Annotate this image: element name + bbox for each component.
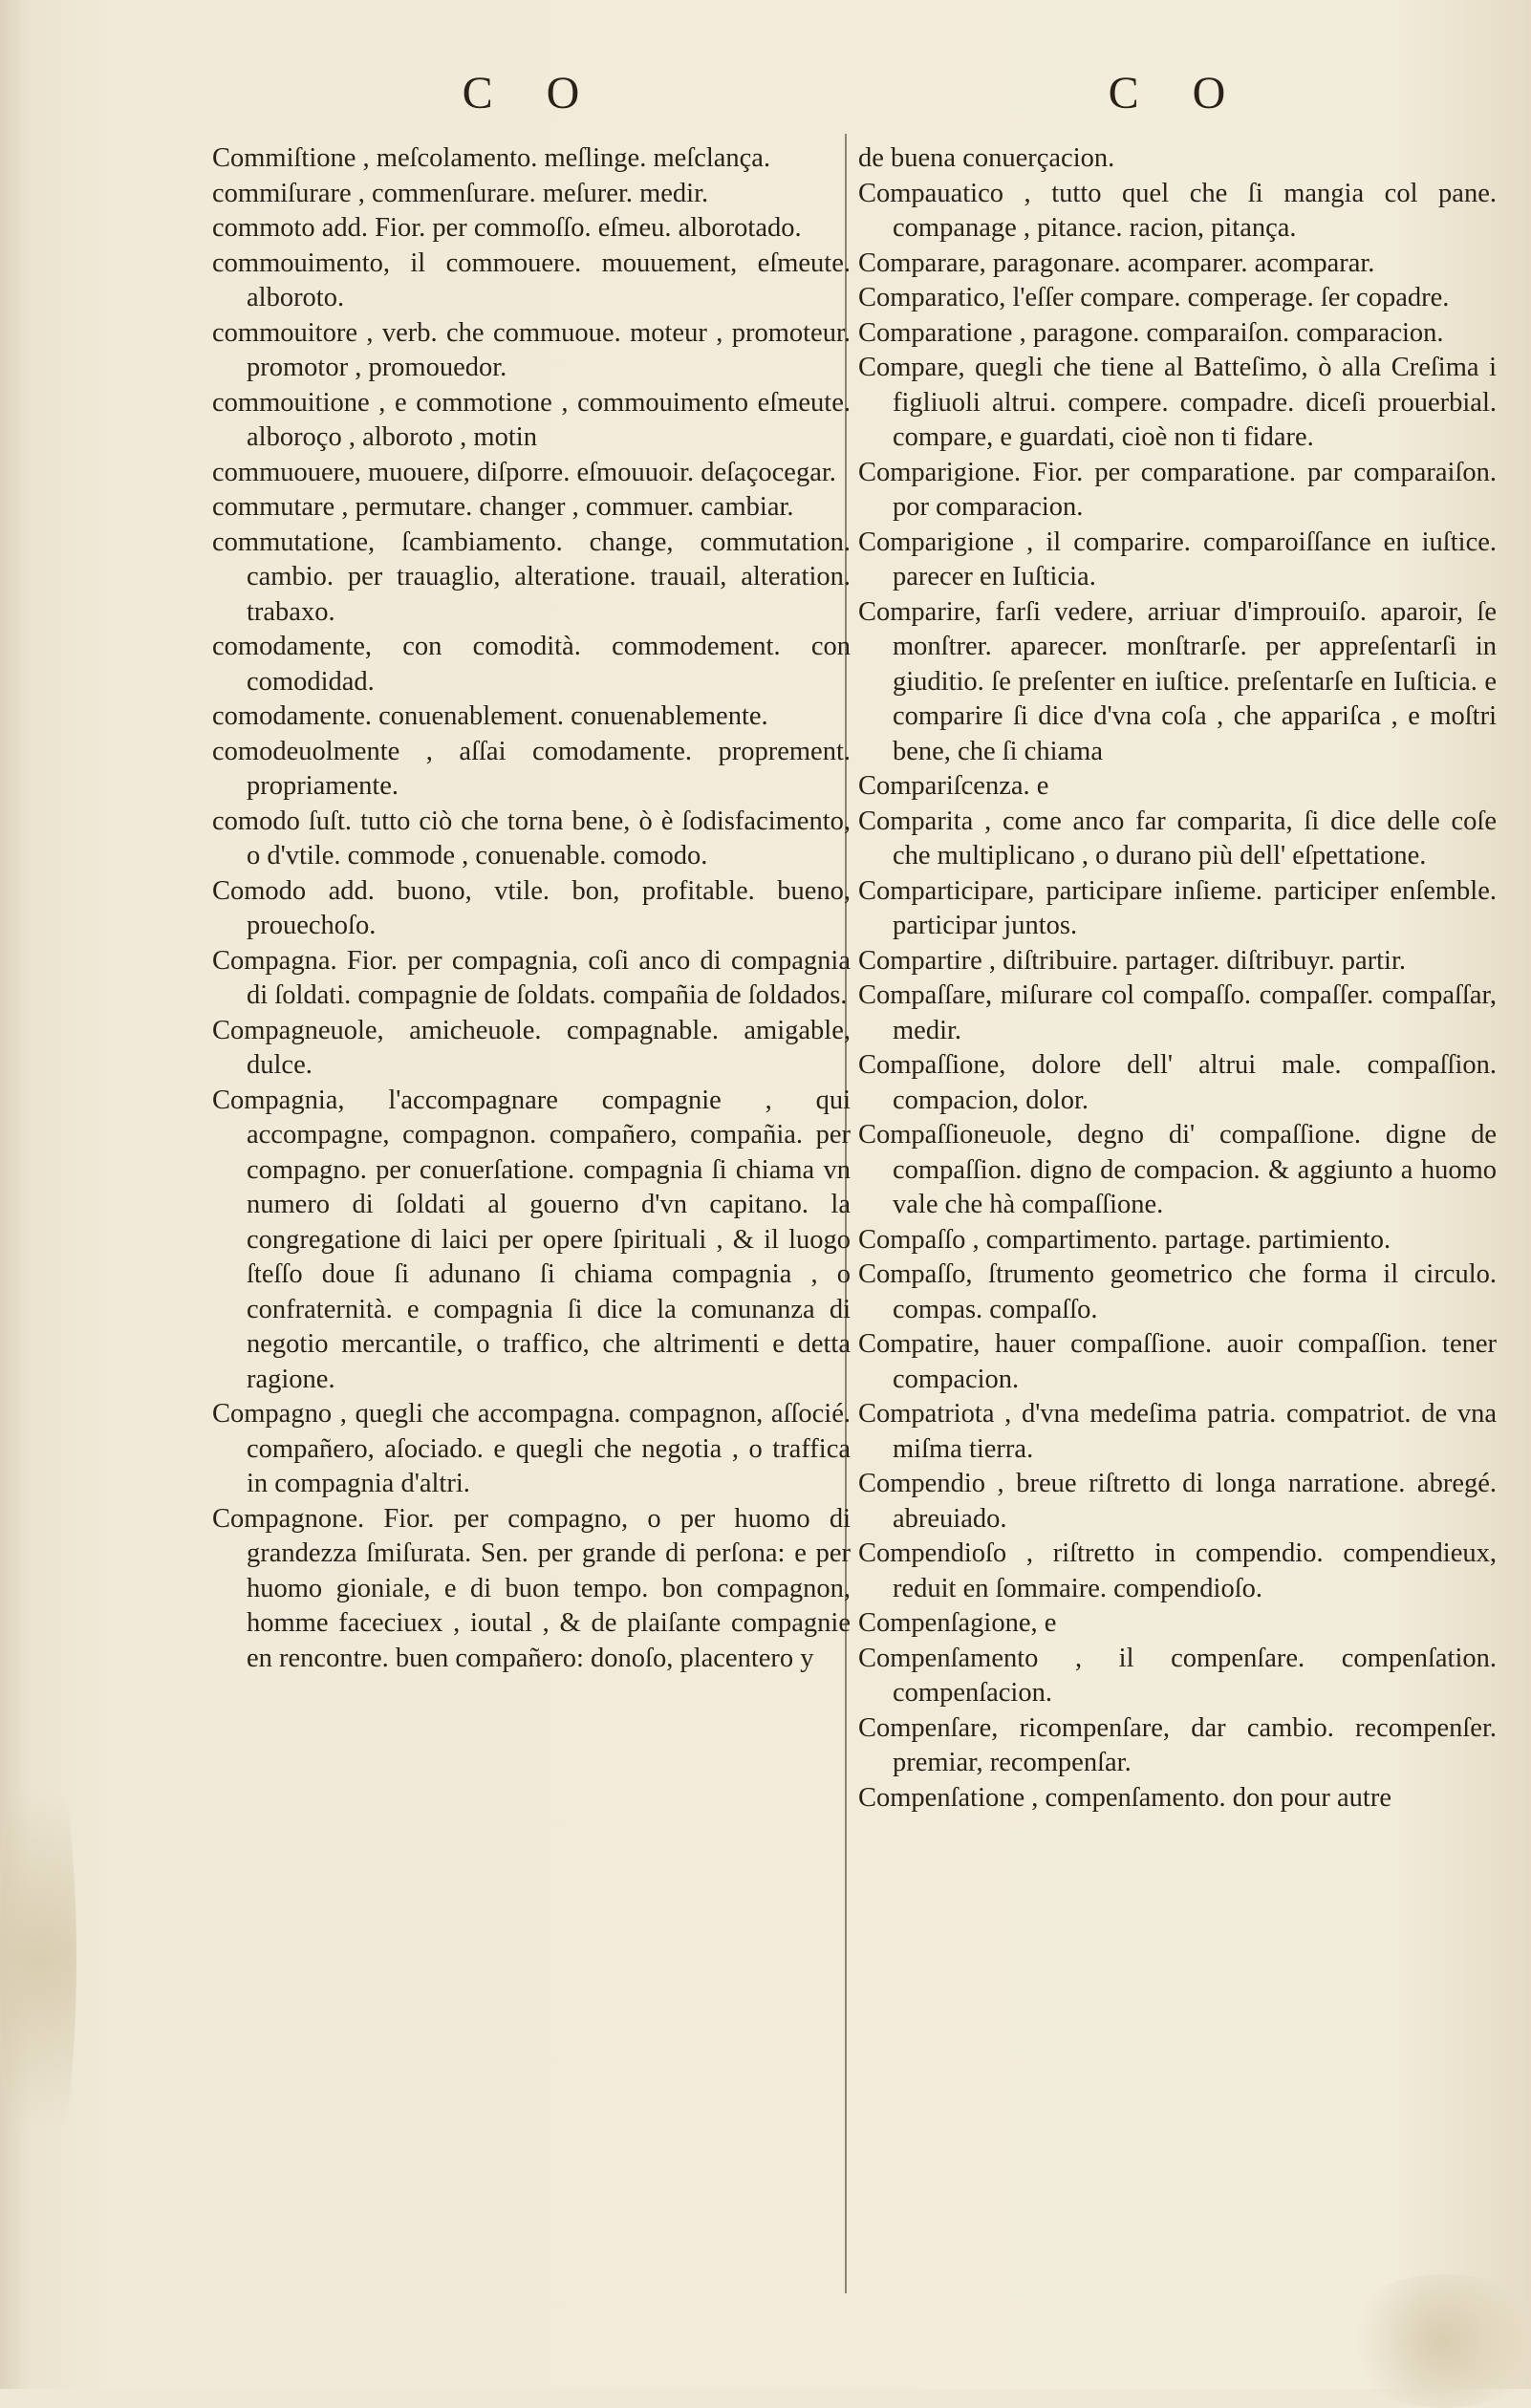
dictionary-entry: Compendio , breue riſtretto di longa narratione. abregé. abreuiado. [858,1469,1497,1534]
dictionary-entry: Comparare, paragonare. acomparer. acomparar. [858,247,1375,278]
dictionary-entry: Compendioſo , riſtretto in compendio. compendieux, reduit en ſommaire. compendioſo. [858,1538,1497,1603]
dictionary-entry: commoto add. Fior. per commoſſo. eſmeu. alborotado. [212,213,802,243]
dictionary-entry: commiſurare , commenſurare. meſurer. medir. [212,178,709,208]
dictionary-entry: Compaſſione, dolore dell' altrui male. compaſſion. compacion, dolor. [858,1050,1497,1115]
dictionary-entry: de buena conuerçacion. [858,143,1115,173]
dictionary-entry: Compauatico , tutto quel che ſi mangia col pane. companage , pitance. racion, pitança. [858,178,1497,243]
dictionary-entry: Comparire, farſi vedere, arriuar d'improuiſo. aparoir, ſe monſtrer. aparecer. monſtrarſe. per appreſentarſi in giuditio. ſe preſenter en iuſtice. preſentarſe en Iuſticia. e comparire ſi dice d'vna coſa , che appariſca , e moſtri bene, che ſi chiama [858,596,1497,766]
dictionary-entry: Comparatione , paragone. comparaiſon. comparacion. [858,317,1444,348]
dictionary-entry: Compatire, hauer compaſſione. auoir compaſſion. tener compacion. [858,1329,1497,1394]
dictionary-entry: Compenſagione, e [858,1608,1057,1638]
dictionary-entry: commuouere, muouere, diſporre. eſmouuoir. deſaçocegar. [212,457,836,487]
dictionary-entry: Compaſſioneuole, degno di' compaſſione. digne de compaſſion. digno de compacion. & aggiunto a huomo vale che hà compaſſione. [858,1120,1497,1219]
dictionary-entry: Compare, quegli che tiene al Batteſimo, ò alla Creſima i figliuoli altrui. compere. compadre. diceſi prouerbial. compare, e guardati, cioè non ti fidare. [858,353,1497,452]
left-column-header: C O [462,68,601,118]
dictionary-entry: Comparticipare, participare inſieme. participer enſemble. participar juntos. [858,875,1497,940]
dictionary-entry: comodamente, con comodità. commodement. con comodidad. [212,632,851,697]
dictionary-entry: commouimento, il commouere. mouuement, eſmeute. alboroto. [212,247,851,312]
dictionary-entry: Compenſatione , compenſamento. don pour autre [858,1782,1391,1813]
dictionary-entry: Compagnone. Fior. per compagno, o per huomo di grandezza ſmiſurata. Sen. per grande di perſona: e per huomo gioniale, e di buon tempo. bon compagnon, homme faceciuex , ioutal , & de plaiſante compagnie en rencontre. buen compañero: donoſo, placentero y [212,1503,851,1673]
left-entries [212,141,851,1676]
dictionary-entry: Compagna. Fior. per compagnia, coſi anco di compagnia di ſoldati. compagnie de ſoldats. compañia de ſoldados. [212,945,851,1010]
dictionary-entry: commouitore , verb. che commuoue. moteur , promoteur. promotor , promouedor. [212,317,851,382]
dictionary-entry: Compatriota , d'vna medeſima patria. compatriot. de vna miſma tierra. [858,1399,1497,1464]
dictionary-entry: Comparatico, l'eſſer compare. comperage. ſer copadre. [858,283,1450,312]
dictionary-entry: Commiſtione , meſcolamento. meſlinge. meſclança. [212,143,771,173]
dictionary-entry: Comodo add. buono, vtile. bon, profitable. bueno, prouechoſo. [212,875,851,940]
dictionary-entry: Compagnia, l'accompagnare compagnie , qui accompagne, compagnon. compañero, compañia. per compagno. per conuerſatione. compagnia ſi chiama vn numero di ſoldati al gouerno d'vn capitano. la congregatione di laici per opere ſpirituali , & il luogo ſteſſo doue ſi adunano ſi chiama compagnia , o confraternità. e compagnia ſi dice la comunanza di negotio mercantile, o traffico, che altrimenti e detta ragione. [212,1085,851,1394]
dictionary-entry: comodamente. conuenablement. conuenablemente. [212,701,768,731]
dictionary-entry: Compenſare, ricompenſare, dar cambio. recompenſer. premiar, recompenſar. [858,1712,1497,1777]
dictionary-entry: Compariſcenza. e [858,771,1049,801]
dictionary-entry: comodeuolmente , aſſai comodamente. proprement. propriamente. [212,736,851,801]
dictionary-entry: commutare , permutare. changer , commuer. cambiar. [212,492,794,522]
dictionary-entry: Compenſamento , il compenſare. compenſation. compenſacion. [858,1643,1497,1708]
right-entries [858,141,1497,1816]
right-column [858,67,1497,1816]
paper-stain [0,1720,76,2198]
dictionary-entry: comodo ſuſt. tutto ciò che torna bene, ò è ſodisfacimento, o d'vtile. commode , conuenable. comodo. [212,806,851,871]
dictionary-entry: Comparigione , il comparire. comparoiſſance en iuſtice. parecer en Iuſticia. [858,527,1497,591]
dictionary-entry: Compaſſare, miſurare col compaſſo. compaſſer. compaſſar, medir. [858,980,1497,1045]
paper-stain [1338,2274,1531,2408]
left-column [212,67,851,1676]
dictionary-entry: Compagneuole, amicheuole. compagnable. amigable, dulce. [212,1015,851,1080]
dictionary-entry: Comparigione. Fior. per comparatione. par comparaiſon. por comparacion. [858,457,1497,522]
dictionary-entry: commutatione, ſcambiamento. change, commutation. cambio. per trauaglio, alteratione. trauail, alteration. trabaxo. [212,527,851,627]
dictionary-entry: Comparita , come anco far comparita, ſi dice delle coſe che multiplicano , o durano più dell' eſpettatione. [858,806,1497,871]
dictionary-entry: Compaſſo , compartimento. partage. partimiento. [858,1224,1391,1255]
dictionary-entry: Compagno , quegli che accompagna. compagnon, aſſocié. compañero, aſociado. e quegli che negotia , o traffica in compagnia d'altri. [212,1399,851,1498]
dictionary-entry: commouitione , e commotione , commouimento eſmeute. alboroço , alboroto , motin [212,387,851,452]
right-column-header: C O [1108,68,1247,118]
dictionary-entry: Compartire , diſtribuire. partager. diſtribuyr. partir. [858,945,1407,976]
dictionary-entry: Compaſſo, ſtrumento geometrico che forma il circulo. compas. compaſſo. [858,1259,1497,1324]
